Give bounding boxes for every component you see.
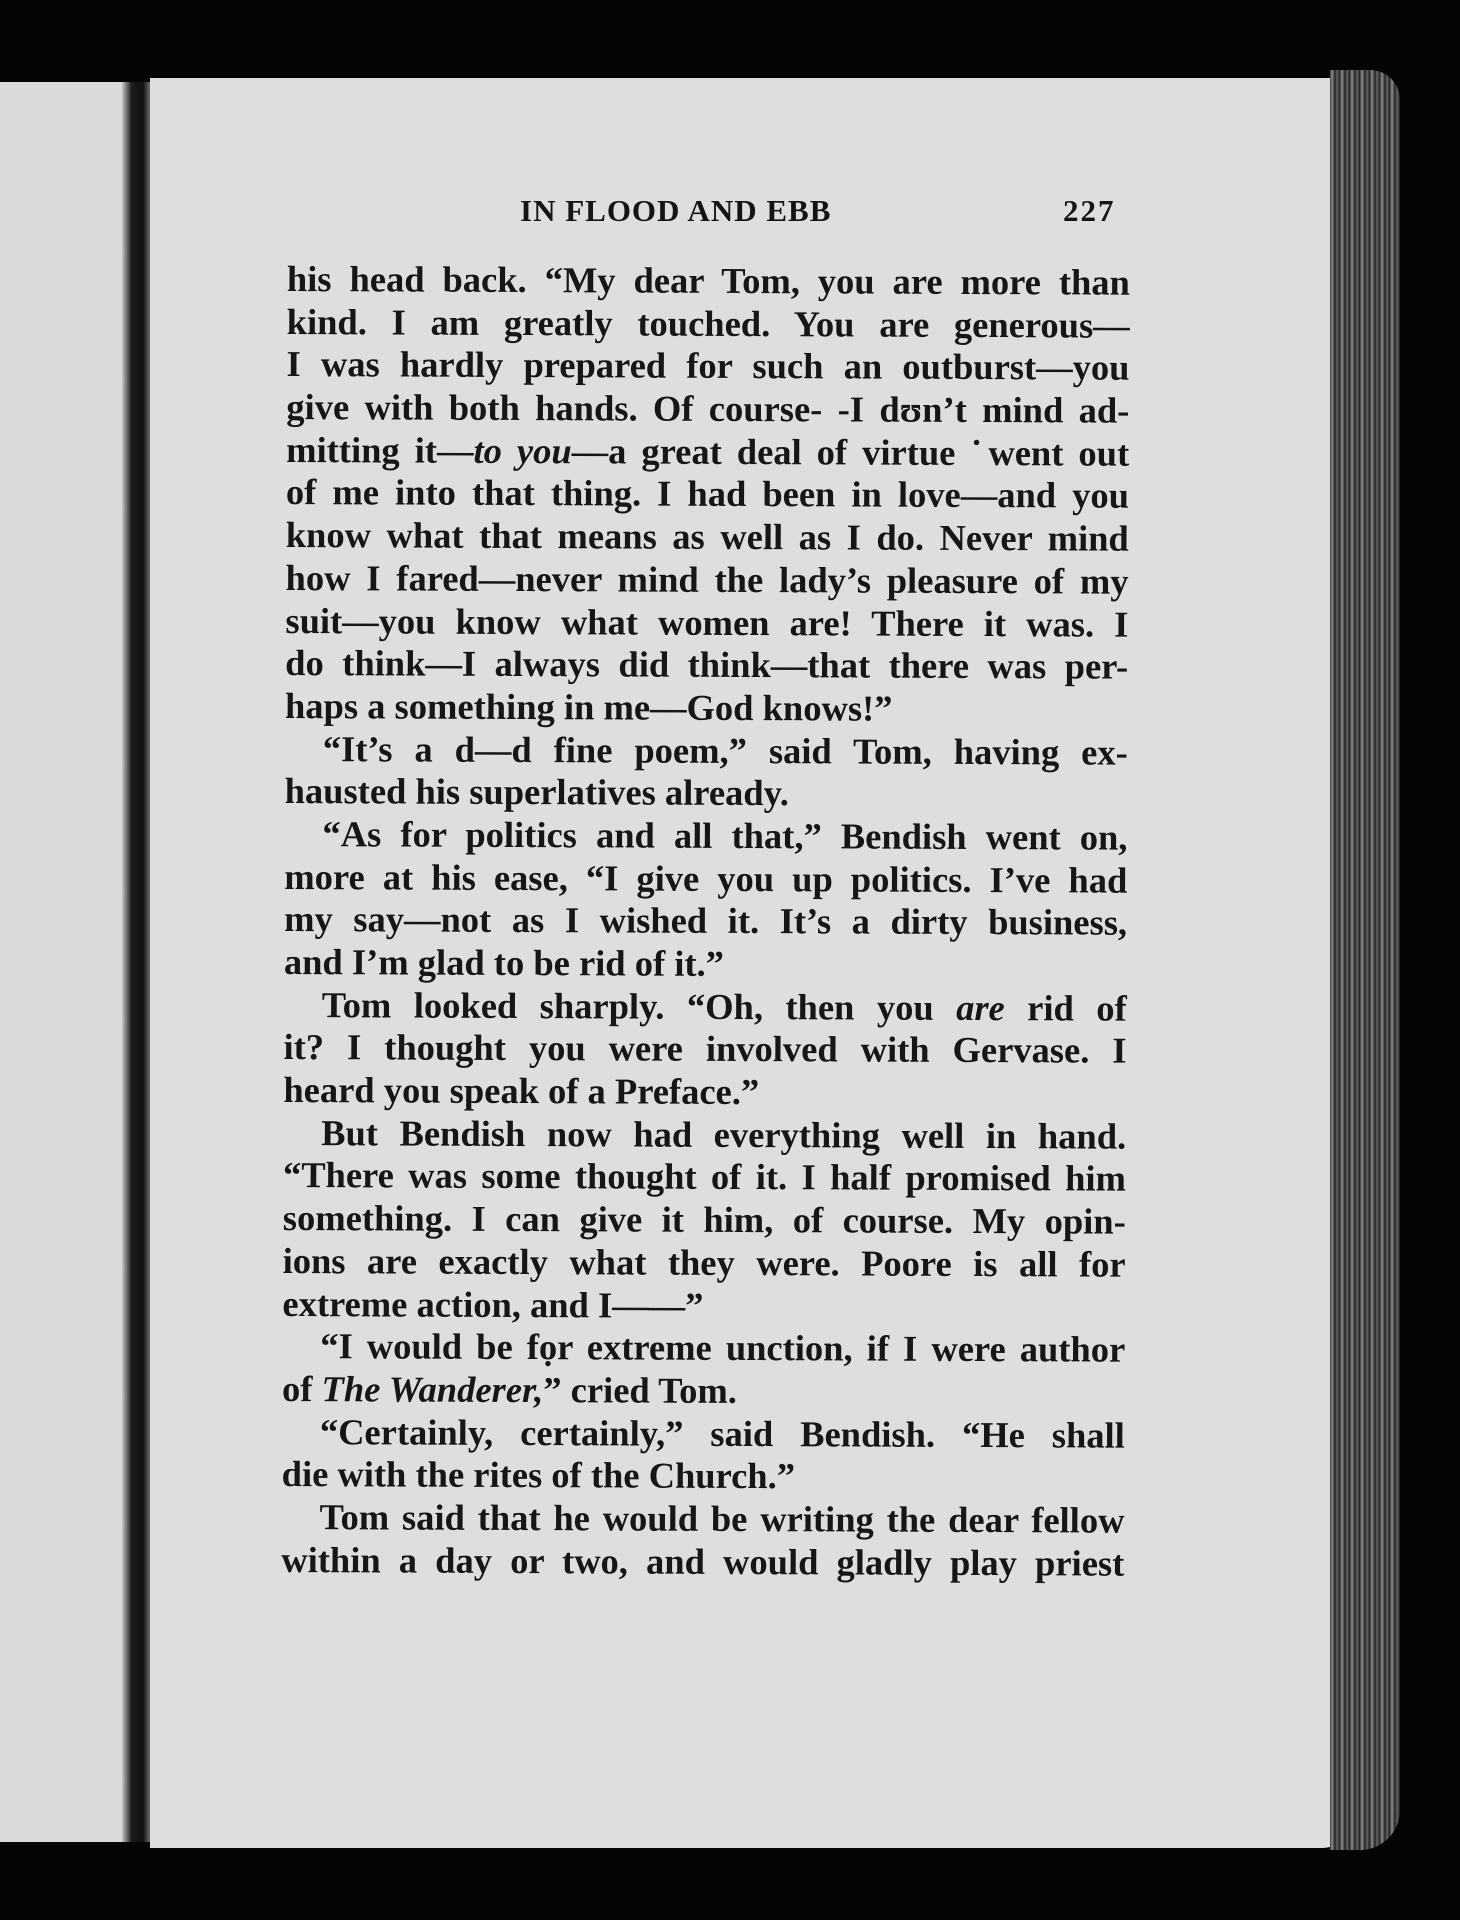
text-line: more at his ease, “I give you up politics. I’ve had bbox=[284, 855, 1128, 901]
text-line: hausted his superlatives already. bbox=[284, 770, 790, 814]
text-run: —a great deal of virtue ˙went out bbox=[571, 429, 1130, 474]
text-line: “Certainly, certainly,” said Bendish. “He shall bbox=[319, 1410, 1125, 1456]
text-line: heard you speak of a Preface.” bbox=[283, 1069, 760, 1113]
text-line: ions are exactly what they were. Poore is all for bbox=[282, 1239, 1126, 1285]
body-text bbox=[281, 258, 1130, 1585]
text-line: something. I can give it him, of course. My opin- bbox=[282, 1197, 1126, 1242]
text-line: kind. I am greatly touched. You are generous— bbox=[286, 300, 1130, 346]
text-line: do think—I always did think—that there was per- bbox=[285, 642, 1129, 687]
text-line: “It’s a d—d fine poem,” said Tom, having ex- bbox=[322, 727, 1128, 773]
text-line: give with both hands. Of course- -I dʊn’t mind ad- bbox=[286, 386, 1130, 431]
text-line bbox=[282, 1368, 1125, 1414]
italic-run: The Wanderer, bbox=[321, 1368, 544, 1411]
text-line: die with the rites of the Church.” bbox=[281, 1453, 796, 1497]
text-line: his head back. “My dear Tom, you are more than bbox=[286, 258, 1130, 303]
text-line: haps a something in me—God knows!” bbox=[284, 684, 893, 729]
running-head: IN FLOOD AND EBB bbox=[520, 193, 832, 228]
text-run: Tom looked sharply. “Oh, then you bbox=[321, 983, 957, 1028]
text-line: of me into that thing. I had been in love—and you bbox=[285, 471, 1130, 517]
text-run: of bbox=[281, 1367, 322, 1410]
italic-run: are bbox=[956, 986, 1005, 1028]
text-line: I was hardly prepared for such an outburst—you bbox=[286, 343, 1130, 389]
text-line: my say—not as I wished it. It’s a dirty business, bbox=[284, 898, 1128, 943]
italic-run: to you bbox=[473, 429, 572, 471]
left-page-edge bbox=[0, 82, 140, 1842]
page-number: 227 bbox=[1063, 193, 1116, 228]
text-line: extreme action, and I——” bbox=[282, 1282, 704, 1326]
text-line bbox=[284, 984, 1127, 1030]
text-run: ” cried Tom. bbox=[543, 1369, 738, 1411]
text-line bbox=[286, 429, 1129, 475]
text-line: Tom said that he would be writing the dear fellow bbox=[319, 1496, 1125, 1541]
text-line: it? I thought you were involved with Gervase. I bbox=[283, 1026, 1127, 1072]
text-line: and I’m glad to be rid of it.” bbox=[283, 940, 725, 984]
page-edges bbox=[1330, 70, 1400, 1850]
text-line: how I fared—never mind the lady’s pleasure of my bbox=[285, 556, 1129, 602]
text-line: within a day or two, and would gladly play priest bbox=[281, 1538, 1125, 1584]
text-line: know what that means as well as I do. Never mind bbox=[285, 514, 1129, 559]
text-line: suit—you know what women are! There it was. I bbox=[285, 599, 1129, 645]
text-line: But Bendish now had everything well in hand. bbox=[321, 1111, 1127, 1157]
text-run: mitting it— bbox=[286, 428, 474, 471]
text-run: rid of bbox=[1004, 986, 1127, 1029]
text-line: “I would be fọr extreme unction, if I were author bbox=[320, 1325, 1126, 1370]
text-line: “As for politics and all that,” Bendish went on, bbox=[322, 813, 1128, 858]
text-line: “There was some thought of it. I half promised him bbox=[282, 1154, 1127, 1200]
